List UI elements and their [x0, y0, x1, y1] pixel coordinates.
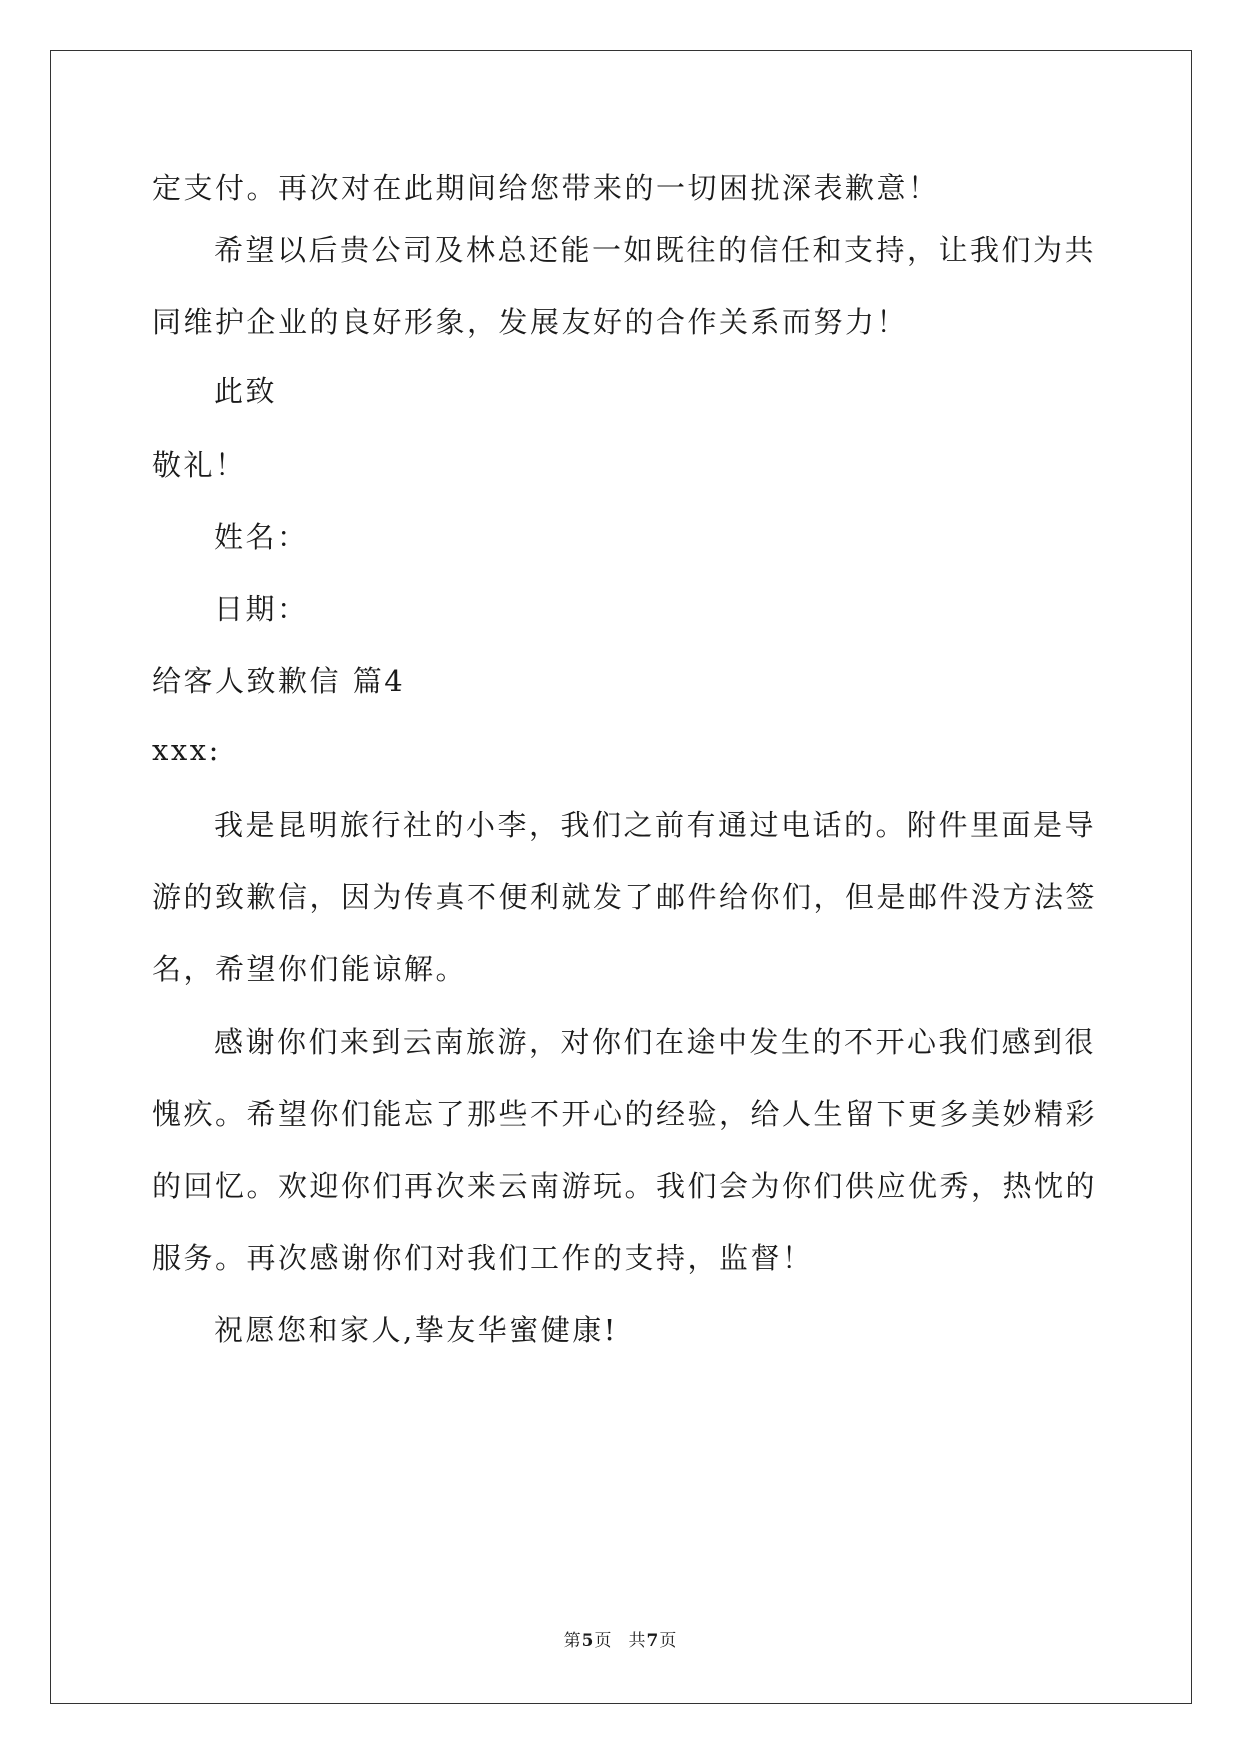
page-footer — [0, 1626, 1241, 1651]
signature-name-label: 姓名： — [214, 520, 309, 554]
paragraph-line: 希望以后贵公司及林总还能一如既往的信任和支持，让我们为共 — [214, 233, 1097, 267]
paragraph-line: 服务。再次感谢你们对我们工作的支持，监督！ — [152, 1241, 814, 1275]
paragraph-line: 愧疚。希望你们能忘了那些不开心的经验，给人生留下更多美妙精彩 — [152, 1097, 1098, 1131]
paragraph-line: 的回忆。欢迎你们再次来云南游玩。我们会为你们供应优秀，热忱的 — [152, 1169, 1098, 1203]
closing-regards: 敬礼！ — [152, 448, 247, 482]
page-number: 第5页 — [563, 1631, 613, 1651]
paragraph-line: 游的致歉信，因为传真不便利就发了邮件给你们，但是邮件没方法签 — [152, 880, 1098, 914]
paragraph-line: 同维护企业的良好形象，发展友好的合作关系而努力！ — [152, 305, 909, 339]
paragraph-line: 感谢你们来到云南旅游，对你们在途中发生的不开心我们感到很 — [214, 1025, 1097, 1059]
recipient-greeting: xxx: — [152, 733, 221, 767]
page-total: 共7页 — [628, 1631, 678, 1651]
signature-date-label: 日期： — [214, 592, 309, 626]
paragraph-line: 名，希望你们能谅解。 — [152, 952, 468, 986]
paragraph-line: 我是昆明旅行社的小李，我们之前有通过电话的。附件里面是导 — [214, 808, 1097, 842]
paragraph-line: 祝愿您和家人,挚友华蜜健康! — [214, 1313, 618, 1347]
closing-salutation: 此致 — [214, 374, 278, 408]
section-heading: 给客人致歉信 篇4 — [152, 664, 406, 698]
paragraph-line: 定支付。再次对在此期间给您带来的一切困扰深表歉意！ — [152, 171, 940, 205]
